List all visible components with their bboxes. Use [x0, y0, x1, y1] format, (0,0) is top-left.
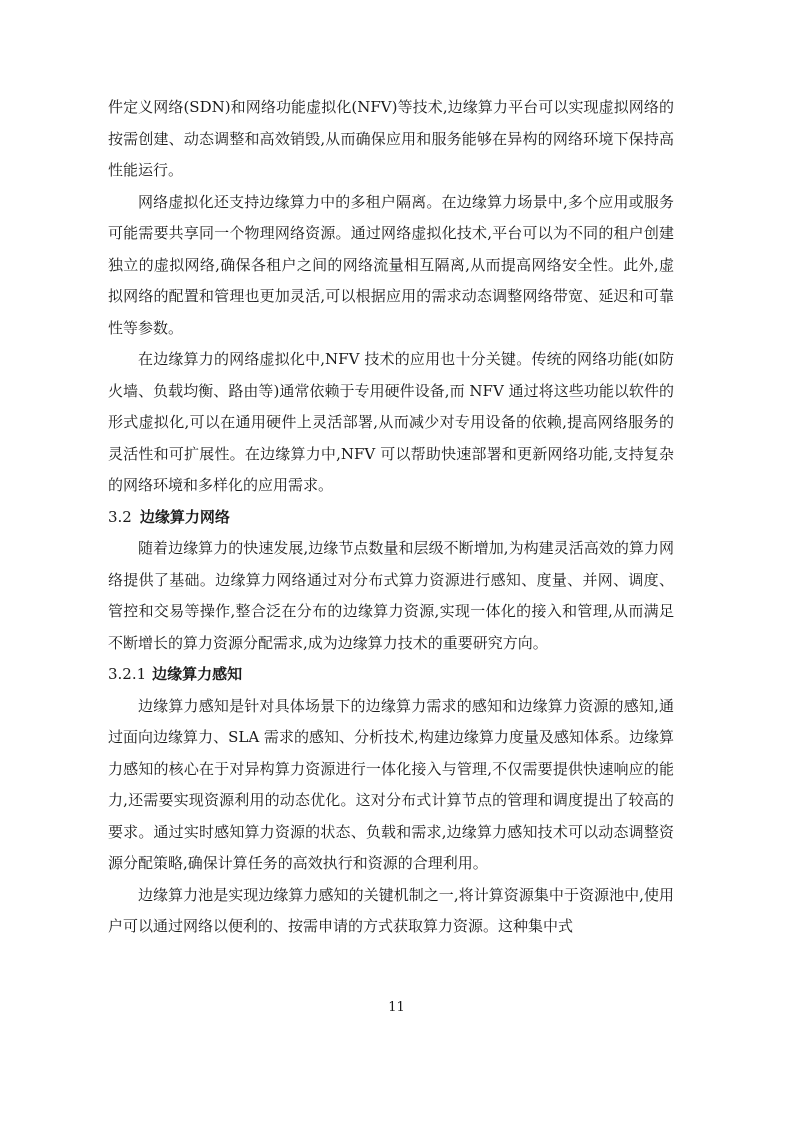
page-number: 11 [388, 1000, 405, 1015]
paragraph-computing-awareness: 边缘算力感知是针对具体场景下的边缘算力需求的感知和边缘算力资源的感知,通过面向边缘算力、SLA 需求的感知、分析技术,构建边缘算力度量及感知体系。边缘算力感知的核心在于对异构算力资源进行一体化接入与管理,不仅需要提供快速响应的能力,还需要实现资源利用的动态优化。这对分布式计算节点的管理和调度提出了较高的要求。通过实时感知算力资源的状态、负载和需求,边缘算力感知技术可以动态调整资源分配策略,确保计算任务的高效执行和资源的合理利用。 [108, 696, 674, 872]
section-number: 3.2 [108, 507, 132, 526]
section-title: 边缘算力网络 [139, 507, 230, 526]
paragraph-nfv: 在边缘算力的网络虚拟化中,NFV 技术的应用也十分关键。传统的网络功能(如防火墙、负载均衡、路由等)通常依赖于专用硬件设备,而 NFV 通过将这些功能以软件的形式虚拟化,可以在通用硬件上灵活部署,从而减少对专用设备的依赖,提高网络服务的灵活性和可扩展性。在边缘算力中,NFV 可以帮助快速部署和更新网络功能,支持复杂的网络环境和多样化的应用需求。 [108, 350, 674, 494]
page-body [108, 92, 674, 943]
paragraph-computing-pool: 边缘算力池是实现边缘算力感知的关键机制之一,将计算资源集中于资源池中,使用户可以通过网络以便利的、按需申请的方式获取算力资源。这种集中式 [108, 885, 674, 935]
paragraph-continuation: 件定义网络(SDN)和网络功能虚拟化(NFV)等技术,边缘算力平台可以实现虚拟网络的按需创建、动态调整和高效销毁,从而确保应用和服务能够在异构的网络环境下保持高性能运行。 [108, 98, 674, 179]
section-title: 边缘算力感知 [152, 665, 243, 683]
paragraph-computing-network: 随着边缘算力的快速发展,边缘节点数量和层级不断增加,为构建灵活高效的算力网络提供了基础。边缘算力网络通过对分布式算力资源进行感知、度量、并网、调度、管控和交易等操作,整合泛在分布的边缘算力资源,实现一体化的接入和管理,从而满足不断增长的算力资源分配需求,成为边缘算力技术的重要研究方向。 [108, 539, 674, 652]
section-number: 3.2.1 [108, 665, 147, 683]
section-heading-3-2 [108, 502, 674, 534]
paragraph-multitenant-isolation: 网络虚拟化还支持边缘算力中的多租户隔离。在边缘算力场景中,多个应用或服务可能需要共享同一个物理网络资源。通过网络虚拟化技术,平台可以为不同的租户创建独立的虚拟网络,确保各租户之间的网络流量相互隔离,从而提高网络安全性。此外,虚拟网络的配置和管理也更加灵活,可以根据应用的需求动态调整网络带宽、延迟和可靠性等参数。 [108, 192, 674, 337]
section-heading-3-2-1 [108, 659, 674, 691]
